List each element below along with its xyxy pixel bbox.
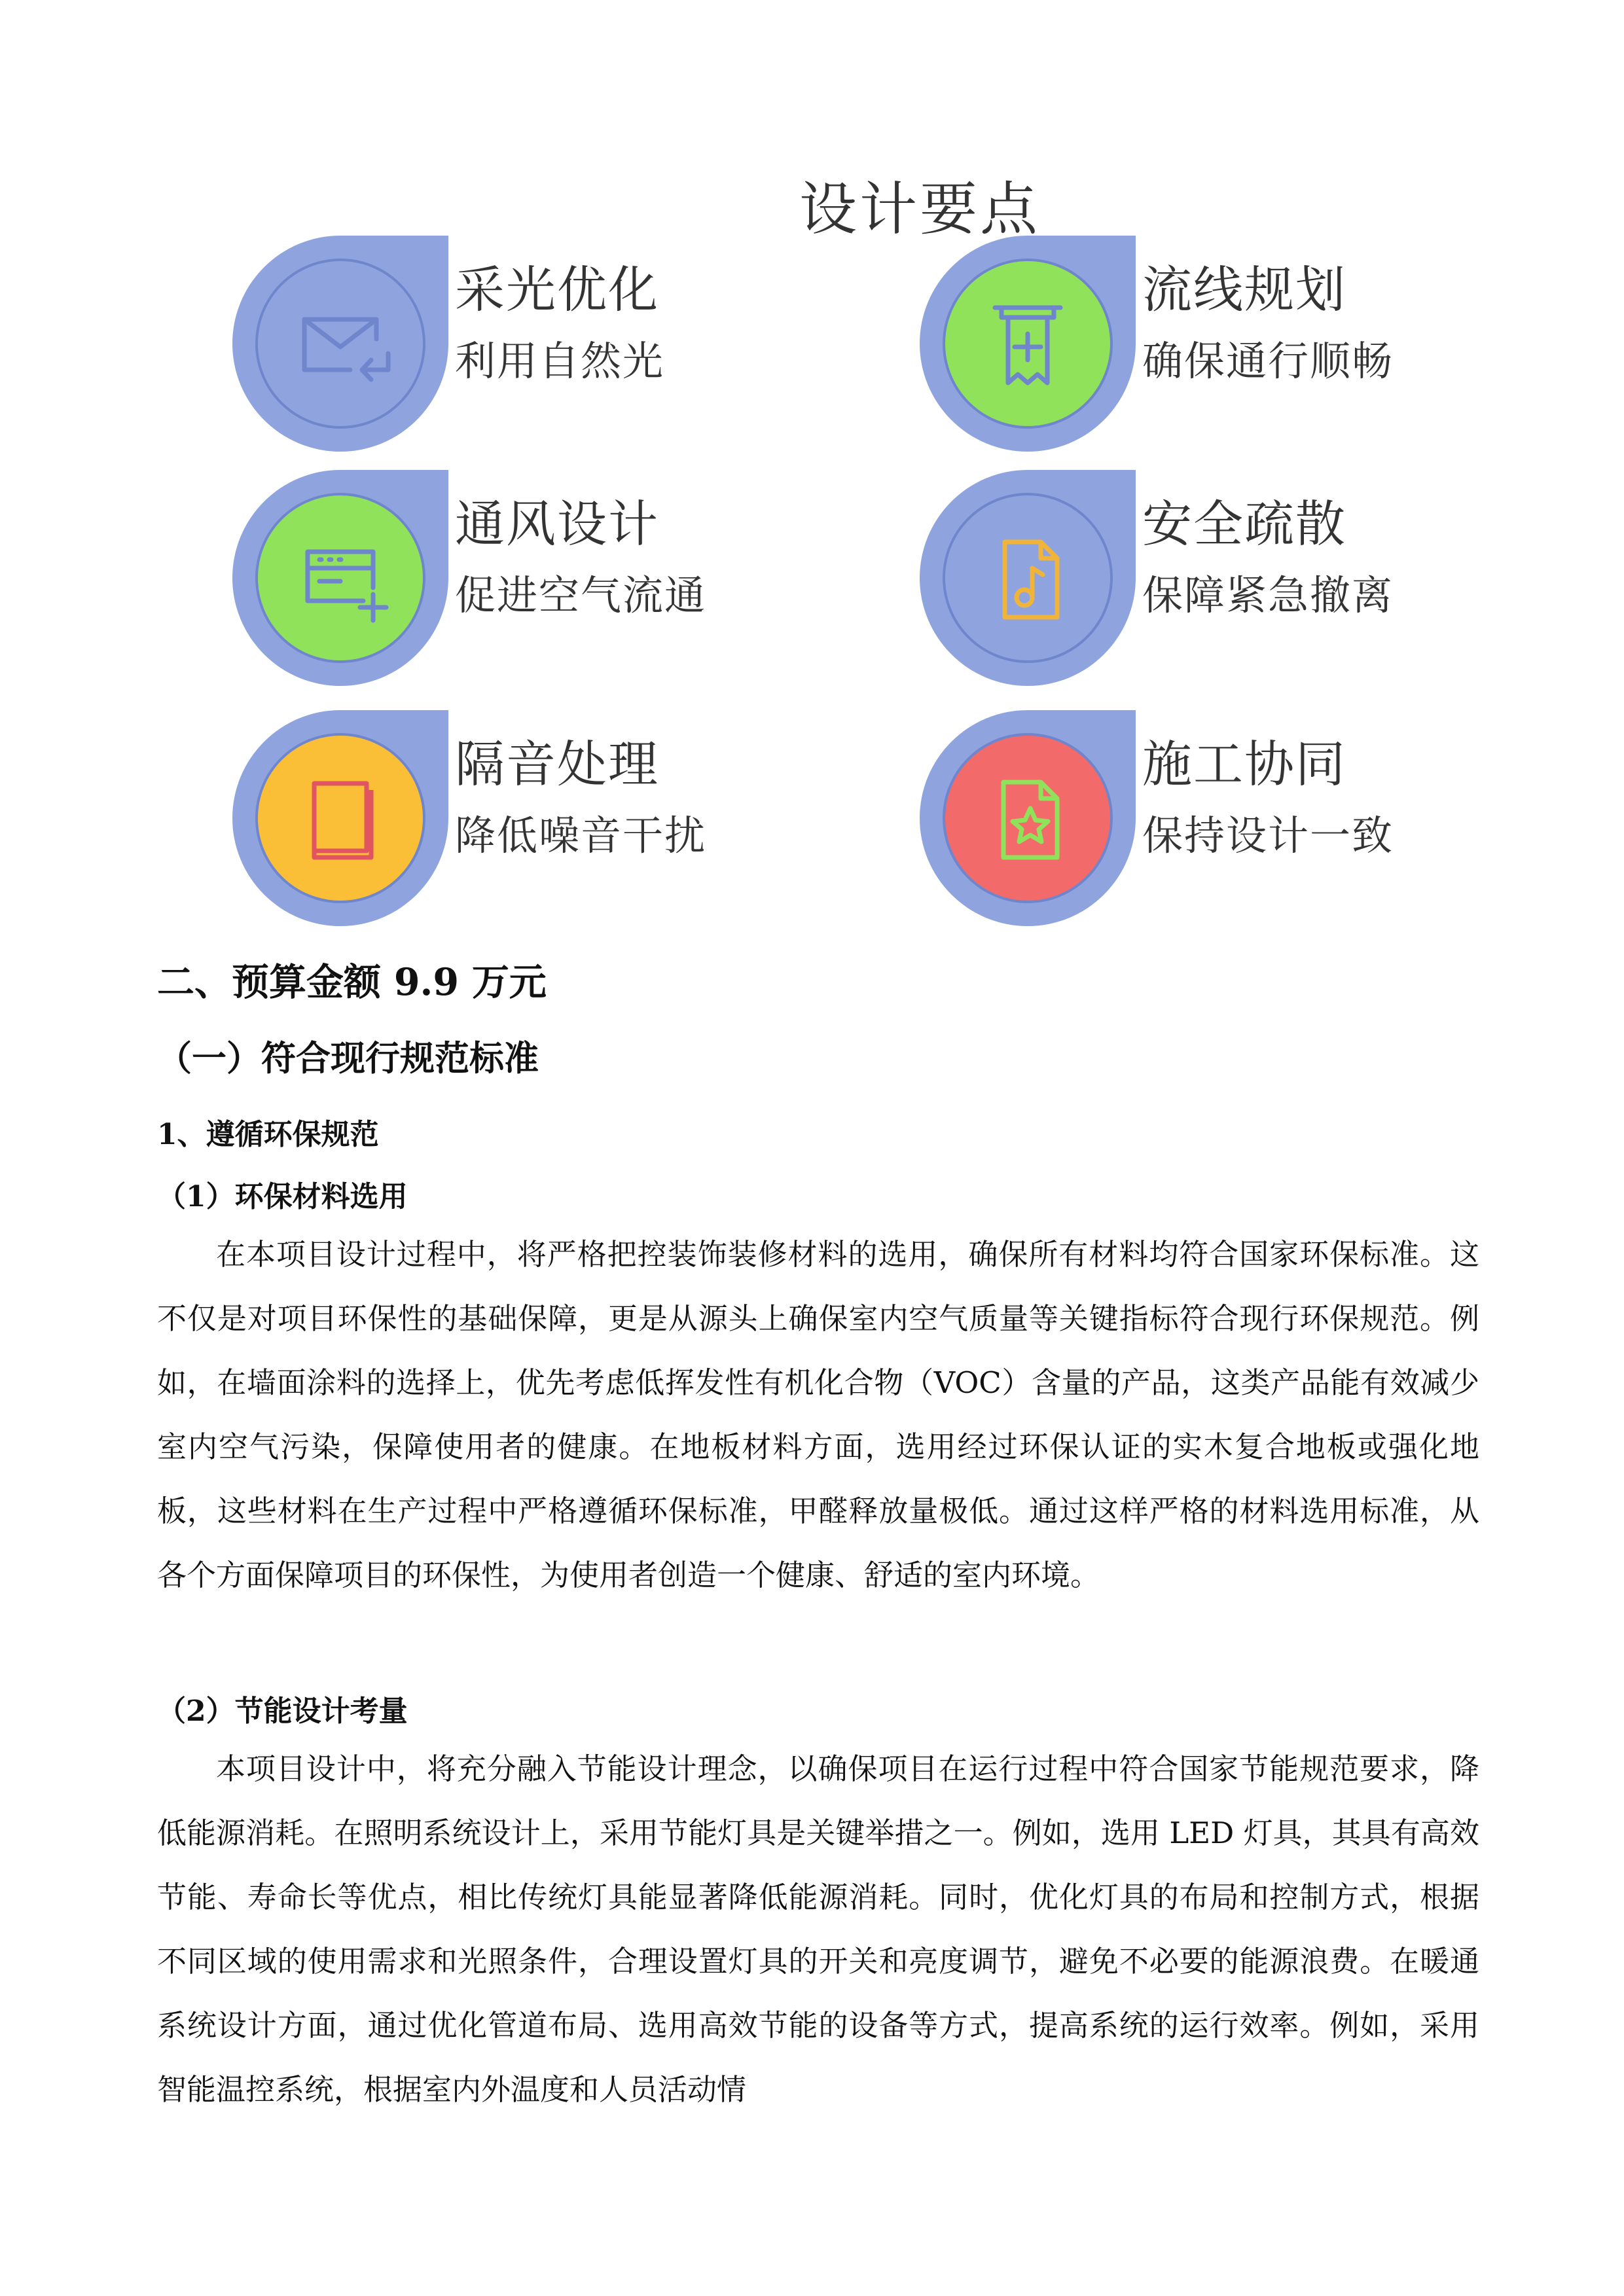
- section-heading: 二、预算金额 9.9 万元: [157, 960, 547, 1004]
- card-evacuation: [920, 470, 1574, 686]
- card-title: 通风设计: [455, 495, 659, 553]
- card-subtitle: 保持设计一致: [1142, 812, 1394, 859]
- card-ventilation: [232, 470, 887, 686]
- item-heading: 1、遵循环保规范: [157, 1118, 379, 1151]
- card-daylighting: [232, 236, 887, 452]
- drop-badge: [232, 470, 448, 686]
- card-subtitle: 降低噪音干扰: [455, 812, 707, 859]
- card-title: 安全疏散: [1142, 495, 1346, 553]
- drop-badge: [232, 710, 448, 926]
- part2-paragraph: 本项目设计中，将充分融入节能设计理念，以确保项目在运行过程中符合国家节能规范要求，降低能源消耗。在照明系统设计上，采用节能灯具是关键举措之一。例如，选用 LED 灯具，其具有高效节能、寿命长等优点，相比传统灯具能显著降低能源消耗。同时，优化灯具的布局和控制方式，根据不同区域的使用需求和光照条件，合理设置灯具的开关和亮度调节，避免不必要的能源浪费。在暖通系统设计方面，通过优化管道布局、选用高效节能的设备等方式，提高系统的运行效率。例如，采用智能温控系统，根据室内外温度和人员活动情: [157, 1751, 1479, 2107]
- infographic-title: 设计要点: [799, 175, 1040, 243]
- card-circulation: [920, 236, 1574, 452]
- part2-heading: （2）节能设计考量: [157, 1695, 408, 1728]
- drop-badge: [232, 236, 448, 452]
- card-soundproofing: [232, 710, 887, 926]
- card-subtitle: 保障紧急撤离: [1142, 571, 1394, 619]
- card-title: 施工协同: [1142, 735, 1346, 793]
- drop-badge: [920, 236, 1136, 452]
- card-subtitle: 促进空气流通: [455, 571, 707, 619]
- subsection-heading: （一）符合现行规范标准: [157, 1038, 539, 1079]
- part1-heading: （1）环保材料选用: [157, 1180, 408, 1213]
- card-title: 采光优化: [455, 260, 659, 319]
- drop-badge: [920, 710, 1136, 926]
- card-title: 流线规划: [1142, 260, 1346, 319]
- part1-paragraph: 在本项目设计过程中，将严格把控装饰装修材料的选用，确保所有材料均符合国家环保标准。这不仅是对项目环保性的基础保障，更是从源头上确保室内空气质量等关键指标符合现行环保规范。例如，在墙面涂料的选择上，优先考虑低挥发性有机化合物（VOC）含量的产品，这类产品能有效减少室内空气污染，保障使用者的健康。在地板材料方面，选用经过环保认证的实木复合地板或强化地板，这些材料在生产过程中严格遵循环保标准，甲醛释放量极低。通过这样严格的材料选用标准，从各个方面保障项目的环保性，为使用者创造一个健康、舒适的室内环境。: [157, 1237, 1479, 1592]
- card-title: 隔音处理: [455, 735, 659, 793]
- card-subtitle: 利用自然光: [455, 337, 665, 385]
- card-subtitle: 确保通行顺畅: [1142, 337, 1394, 385]
- card-construction: [920, 710, 1574, 926]
- drop-badge: [920, 470, 1136, 686]
